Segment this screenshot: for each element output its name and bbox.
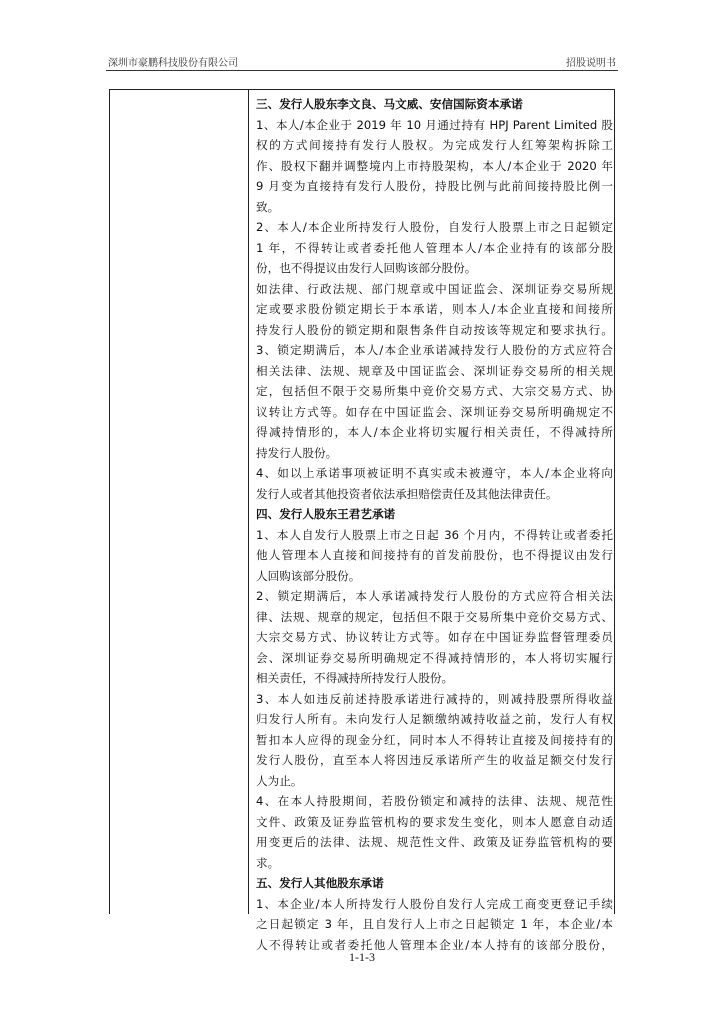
page-number: 1-1-3 [349,950,375,964]
text-line: 人不得转让或者委托他人管理本企业/本人持有的该部分股份， [256,937,613,952]
text-line: 暂扣本人应得的现金分红，同时本人不得转让直接及间接持有的 [256,732,613,747]
text-line: 人为止。 [256,773,303,788]
text-line: 大宗交易方式、协议转让方式等。如存在中国证券监督管理委员 [256,630,613,644]
text-line: 求。 [256,855,280,870]
section-heading: 五、发行人其他股东承诺 [256,876,384,890]
text-line: 议转让方式等。如存在中国证监会、深圳证券交易所明确规定不 [256,404,613,419]
column-divider [248,90,249,914]
text-line: 归发行人所有。未向发行人足额缴纳减持收益之前，发行人有权 [256,712,613,726]
section-heading: 三、发行人股东李文良、马文威、安信国际资本承诺 [256,97,523,111]
text-line: 1、本人/本企业于 2019 年 10 月通过持有 HPJ Parent Limited 股 [256,117,613,132]
text-line: 1、本企业/本人所持发行人股份自发行人完成工商变更登记手续 [256,896,613,911]
text-line: 人回购该部分股份。 [256,568,361,583]
text-line: 定或要求股份锁定期长于本承诺，则本人/本企业直接和间接所 [256,302,613,316]
text-line: 他人管理本人直接和间接持有的首发前股份，也不得提议由发行 [256,548,613,562]
text-line: 之日起锁定 3 年，且自发行人上市之日起锁定 1 年，本企业/本 [256,917,613,931]
text-line: 定，包括但不限于交易所集中竞价交易方式、大宗交易方式、协 [256,384,613,398]
text-line: 1、本人自发行人股票上市之日起 36 个月内，不得转让或者委托 [256,527,613,542]
text-line: 1 年，不得转让或者委托他人管理本人/本企业持有的该部分股 [256,240,613,255]
text-line: 文件、政策及证券监管机构的要求发生变化，则本人愿意自动适 [256,814,613,829]
text-line: 4、在本人持股期间，若股份锁定和减持的法律、法规、规范性 [256,794,613,808]
text-line: 发行人股份，直至本人将因违反承诺所产生的收益足额交付发行 [256,753,613,767]
company-name: 深圳市豪鹏科技股份有限公司 [108,58,238,69]
document-type: 招股说明书 [566,58,616,69]
text-line: 9 月变为直接持有发行人股份，持股比例与此前间接持股比例一 [256,179,613,193]
page-header [106,52,618,71]
text-line: 持发行人股份。 [256,445,338,460]
text-line: 如法律、行政法规、部门规章或中国证监会、深圳证券交易所规 [256,281,613,296]
text-line: 2、本人/本企业所持发行人股份，自发行人股票上市之日起锁定 [256,220,613,234]
text-line: 2、锁定期满后，本人承诺减持发行人股份的方式应符合相关法 [256,589,613,603]
section-heading: 四、发行人股东王君艺承诺 [256,507,396,521]
text-line: 相关法律、法规、规章及中国证监会、深圳证券交易所的相关规 [256,363,613,378]
text-line: 3、锁定期满后，本人/本企业承诺减持发行人股份的方式应符合 [256,343,613,357]
commitment-table [109,89,615,952]
text-line: 作、股权下翻并调整境内上市持股架构，本人/本企业于 2020 年 [256,158,613,173]
text-line: 律、法规、规章的规定，包括但不限于交易所集中竞价交易方式、 [256,609,613,624]
text-line: 用变更后的法律、法规、规范性文件、政策及证券监管机构的要 [256,835,613,849]
text-line: 3、本人如违反前述持股承诺进行减持的，则减持股票所得收益 [256,691,613,706]
text-line: 会、深圳证券交易所明确规定不得减持情形的，本人将切实履行 [256,650,613,665]
text-line: 份，也不得提议由发行人回购该部分股份。 [256,261,477,275]
text-line: 得减持情形的，本人/本企业将切实履行相关责任，不得减持所 [256,425,613,439]
text-line: 相关责任，不得减持所持发行人股份。 [256,671,454,685]
text-line: 致。 [256,199,280,214]
commitment-text-cell [256,94,613,955]
text-line: 权的方式间接持有发行人股权。为完成发行人红筹架构拆除工 [256,138,613,152]
text-line: 发行人或者其他投资者依法承担赔偿责任及其他法律责任。 [256,486,558,501]
text-line: 持发行人股份的锁定期和限售条件自动按该等规定和要求执行。 [256,322,613,337]
text-line: 4、如以上承诺事项被证明不真实或未被遵守，本人/本企业将向 [256,466,613,480]
